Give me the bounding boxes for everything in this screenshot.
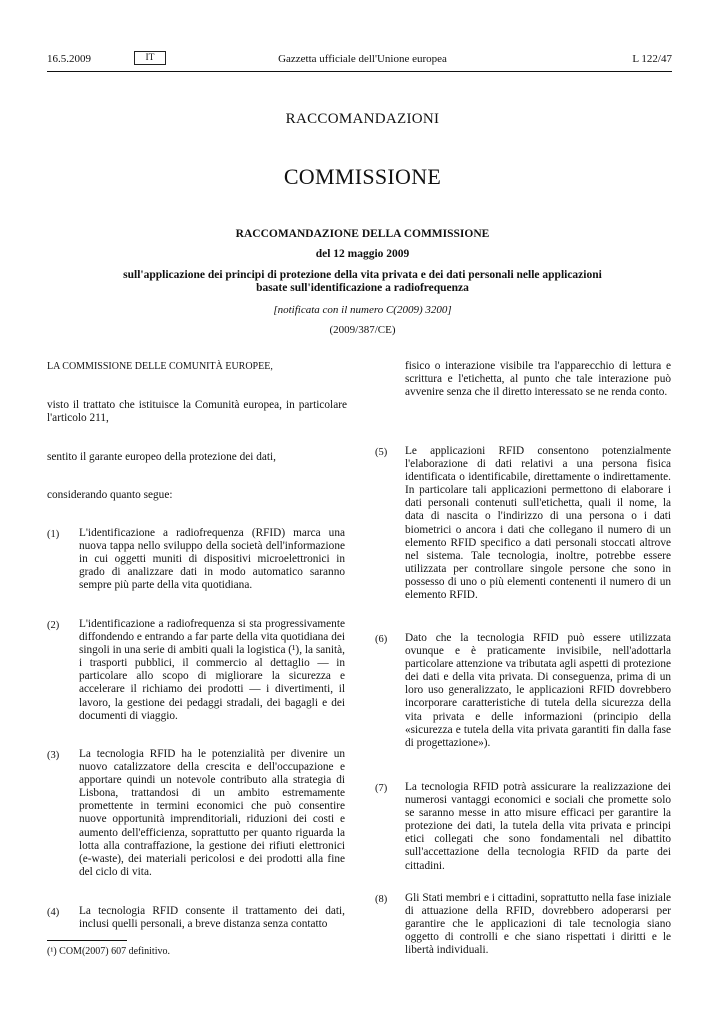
recital-text: La tecnologia RFID ha le potenzialità per divenire un nuovo catalizzatore della crescita e dell'occupazione e apportare quindi un notevole contributo alla strategia di Lisbona, trattandosi di un ambito estremamente promettente in termini economici che può consentire nuove opportunità imprenditoriali, riduzioni dei costi e aumento dell'efficienza, soprattutto per quanto riguarda la lotta alla contraffazione, la gestione dei rifiuti elettronici (e-waste), dei materiali pericolosi e dei prodotti alla fine del ciclo di vita. [79, 748, 345, 878]
considering-line: considerando quanto segue: [47, 489, 173, 501]
journal-title: Gazzetta ufficiale dell'Unione europea [278, 53, 447, 65]
recital-text: Le applicazioni RFID consentono potenzialmente l'elaborazione di dati relativi a una persona fisica identificata o identificabile, direttamente o indirettamente. In particolare tali applicazioni permettono di elaborare i dati personali contenuti sull'etichetta, quali il nome, la data di nascita o l'indirizzo di una persona o i dati biometrici o ancora i dati che collegano il numero di un elemento RFID specifico a dati personali stoccati altrove nel sistema. Tale tecnologia, inoltre, potrebbe essere utilizzata per controllare singole persone che sono in possesso di uno o più elementi contenenti il numero di un elemento RFID. [405, 445, 671, 602]
recital-text: L'identificazione a radiofrequenza (RFID) marca una nuova tappa nello sviluppo della società dell'informazione in cui oggetti muniti di dispositivi microelettronici in grado di analizzare dati in modo automatico saranno sempre più parte della vita quotidiana. [79, 527, 345, 592]
header-date: 16.5.2009 [47, 53, 91, 65]
recital-text: Dato che la tecnologia RFID può essere utilizzata ovunque e è praticamente invisibile, nell'adottarla particolare attenzione va tributata agli aspetti di protezione dei dati e della vita privata. Di conseguenza, prima di un loro uso generalizzato, le applicazioni RFID dovrebbero incorporare caratteristiche di tutela della sicurezza della vita privata e delle informazioni (principio della «sicurezza e tutela della vita privata garantiti fin dalla fase di progettazione»). [405, 632, 671, 749]
recital-text: La tecnologia RFID potrà assicurare la realizzazione dei numerosi vantaggi economici e sociali che promette solo se saranno messe in atto misure efficaci per garantire la protezione dei dati, la tutela della vita privata e principi etici collegati che sono fondamentali nel dibattito sull'accettazione della tecnologia RFID da parte dei cittadini. [405, 781, 671, 872]
consultation-line: sentito il garante europeo della protezione dei dati, [47, 451, 276, 463]
footnote-divider [47, 940, 127, 941]
institution-title: COMMISSIONE [283, 164, 442, 189]
recital-number: (1) [47, 529, 60, 540]
legal-basis: visto il trattato che istituisce la Comunità europea, in particolare l'articolo 211, [47, 399, 347, 425]
recital-number: (2) [47, 620, 60, 631]
page-reference: L 122/47 [632, 53, 672, 65]
recital-text: Gli Stati membri e i cittadini, soprattutto nella fase iniziale di attuazione della RFID, dovrebbero adoperarsi per garantire che le applicazioni di tale tecnologia siano oggetto di controlli e che siano rispettati i diritti e le libertà individuali. [405, 892, 671, 957]
document-subject-line-2: basate sull'identificazione a radiofrequenza [256, 282, 469, 294]
footnote: (¹) COM(2007) 607 definitivo. [47, 946, 170, 957]
recital-number: (8) [375, 894, 388, 905]
issuer-line: LA COMMISSIONE DELLE COMUNITÀ EUROPEE, [47, 361, 273, 372]
recital-number: (4) [47, 907, 60, 918]
recital-number: (3) [47, 750, 60, 761]
document-date: del 12 maggio 2009 [315, 248, 410, 260]
recital-number: (6) [375, 634, 388, 645]
document-subject-line-1: sull'applicazione dei principi di protezione della vita privata e dei dati personali nelle applicazioni [123, 269, 602, 281]
language-badge: IT [134, 51, 166, 65]
notification-number: [notificata con il numero C(2009) 3200] [273, 304, 452, 316]
document-title: RACCOMANDAZIONE DELLA COMMISSIONE [235, 228, 490, 240]
recital-number: (7) [375, 783, 388, 794]
header-divider [47, 71, 672, 72]
recital-text: L'identificazione a radiofrequenza si sta progressivamente diffondendo e entrando a far parte della vita quotidiana dei singoli in una serie di ambiti quali la logistica (¹), la sanità, i trasporti pubblici, il commercio al dettaglio — in particolare allo scopo di migliorare la sicurezza e accelerare il richiamo dei prodotti — i divertimenti, il lavoro, la gestione dei pedaggi stradali, dei bagagli e dei documenti di viaggio. [79, 618, 345, 722]
section-title: RACCOMANDAZIONI [285, 111, 440, 127]
recital-number: (5) [375, 447, 388, 458]
document-reference: (2009/387/CE) [329, 324, 396, 336]
recital-text: La tecnologia RFID consente il trattamento dei dati, inclusi quelli personali, a breve distanza senza contatto [79, 905, 345, 931]
recital-continuation: fisico o interazione visibile tra l'apparecchio di lettura e scrittura e l'etichetta, al punto che tale interazione può avvenire senza che il diretto interessato se ne renda conto. [405, 360, 671, 399]
